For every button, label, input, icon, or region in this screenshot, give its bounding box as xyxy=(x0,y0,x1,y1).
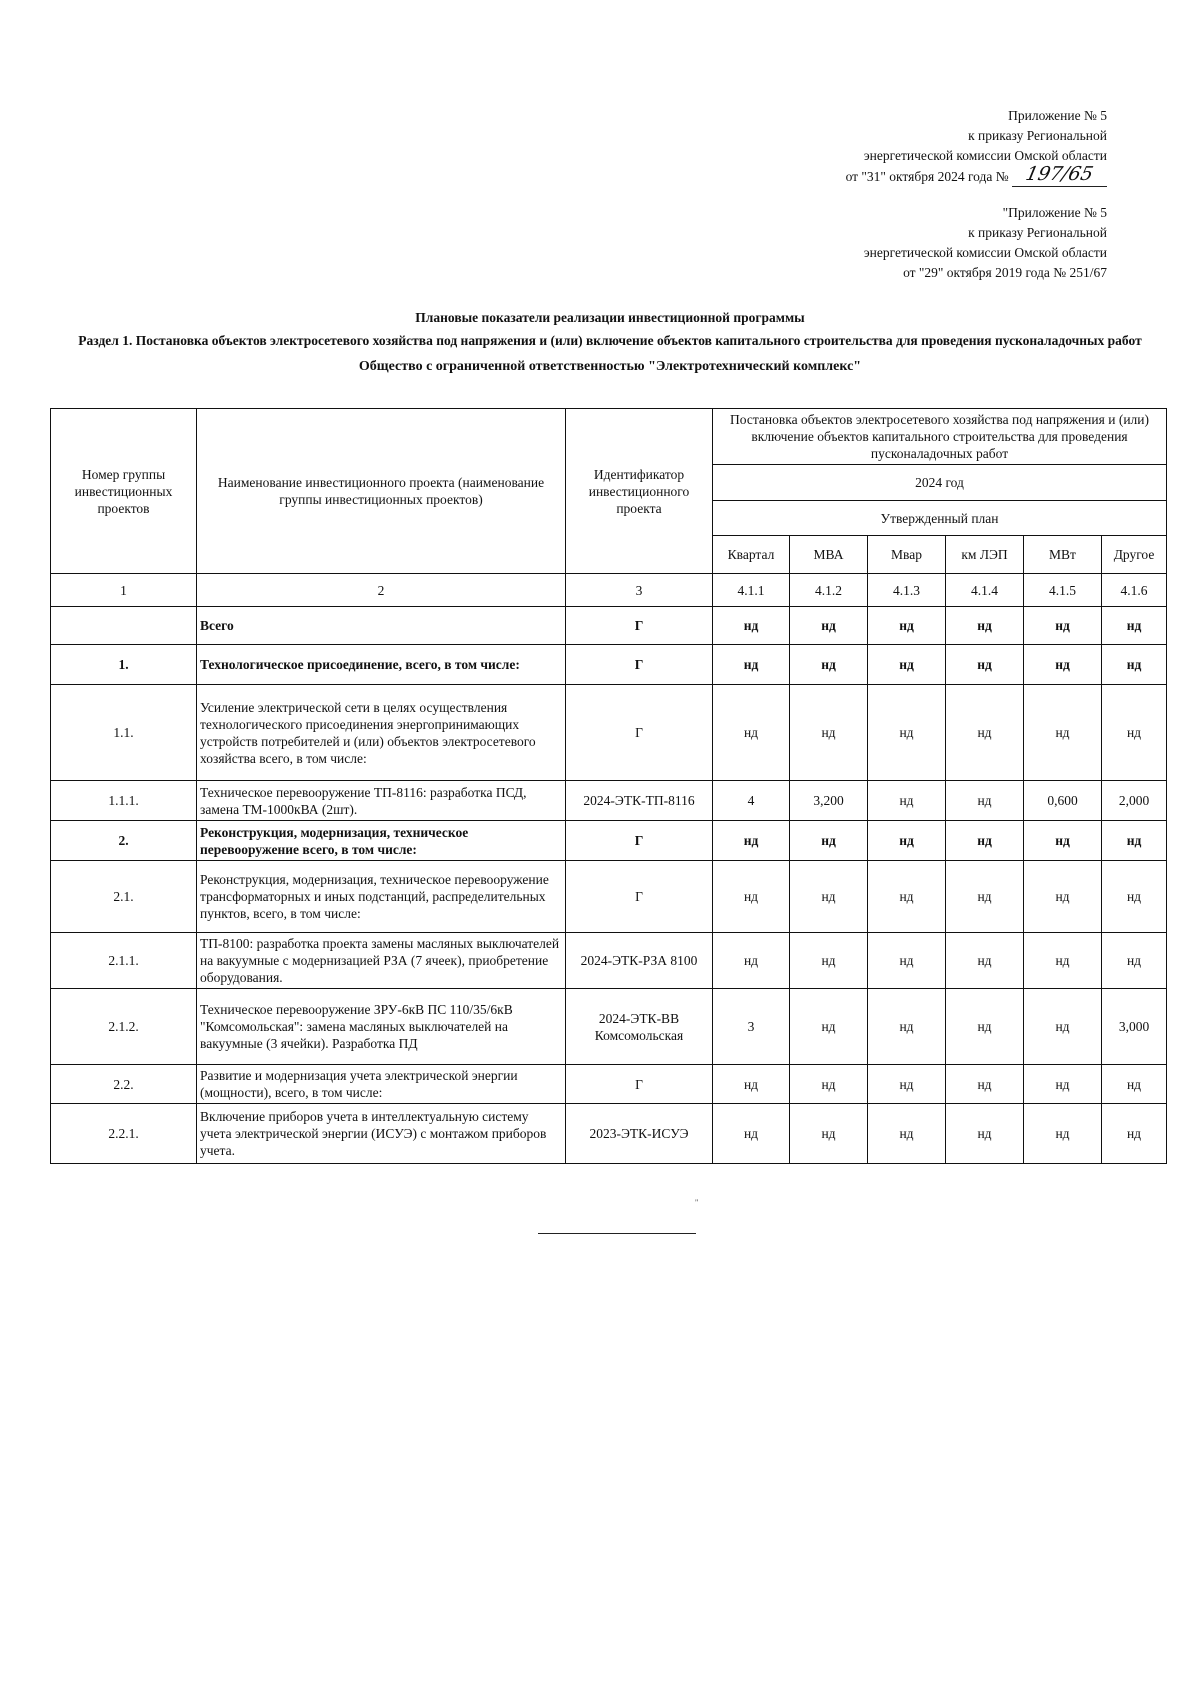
row-value-cell: нд xyxy=(1024,607,1102,645)
row-value-cell: нд xyxy=(1024,821,1102,861)
row-value-cell: нд xyxy=(1024,1104,1102,1164)
row-value-cell: 0,600 xyxy=(1024,781,1102,821)
row-identifier-cell: 2024-ЭТК-ВВ Комсомольская xyxy=(566,989,713,1065)
header-line-4 xyxy=(845,163,1107,188)
row-name-cell: Усиление электрической сети в целях осуществления технологического присоединения энергопринимающих устройств потребителей и (или) объектов электросетевого хозяйства всего, в том числе: xyxy=(197,685,566,781)
prev-header-line-3: энергетической комиссии Омской области xyxy=(863,245,1107,260)
table-row xyxy=(51,821,1167,861)
row-number-cell: 1.1. xyxy=(51,685,197,781)
row-number-cell xyxy=(51,607,197,645)
row-identifier-cell: Г xyxy=(566,685,713,781)
row-name-cell: Развитие и модернизация учета электрической энергии (мощности), всего, в том числе: xyxy=(197,1065,566,1104)
table-row xyxy=(51,989,1167,1065)
row-value-cell: нд xyxy=(868,861,946,933)
row-value-cell: 3 xyxy=(713,989,790,1065)
row-identifier-cell: Г xyxy=(566,607,713,645)
row-value-cell: нд xyxy=(713,821,790,861)
header-date-text: от "31" октября 2024 года № xyxy=(845,169,1009,184)
row-value-cell: нд xyxy=(713,933,790,989)
numbering-cell: 4.1.6 xyxy=(1102,574,1167,607)
subcol-quarter: Квартал xyxy=(713,536,790,574)
numbering-cell: 4.1.1 xyxy=(713,574,790,607)
row-value-cell: нд xyxy=(946,1065,1024,1104)
table-row xyxy=(51,861,1167,933)
row-value-cell: нд xyxy=(713,645,790,685)
row-value-cell: нд xyxy=(1024,1065,1102,1104)
subcol-mvar: Мвар xyxy=(868,536,946,574)
row-value-cell: 2,000 xyxy=(1102,781,1167,821)
row-value-cell: нд xyxy=(868,933,946,989)
organization-title: Общество с ограниченной ответственностью "Электротехнический комплекс" xyxy=(358,359,862,374)
table-row xyxy=(51,1065,1167,1104)
prev-header-line-4: от "29" октября 2019 года № 251/67 xyxy=(903,265,1107,280)
row-value-cell: нд xyxy=(946,645,1024,685)
row-value-cell: нд xyxy=(713,861,790,933)
row-value-cell: нд xyxy=(868,1065,946,1104)
header-year: 2024 год xyxy=(713,465,1167,501)
numbering-cell: 3 xyxy=(566,574,713,607)
row-value-cell: нд xyxy=(713,1065,790,1104)
investment-indicators-table xyxy=(50,408,1167,1164)
row-value-cell: нд xyxy=(946,821,1024,861)
row-number-cell: 1.1.1. xyxy=(51,781,197,821)
row-identifier-cell: Г xyxy=(566,1065,713,1104)
row-value-cell: нд xyxy=(946,1104,1024,1164)
prev-header-line-1: "Приложение № 5 xyxy=(1002,205,1107,220)
header-identifier: Идентификатор инвестиционного проекта xyxy=(566,409,713,574)
header-line-2: к приказу Региональной xyxy=(968,128,1107,143)
row-value-cell: нд xyxy=(790,685,868,781)
row-number-cell: 2.2. xyxy=(51,1065,197,1104)
row-value-cell: нд xyxy=(1024,861,1102,933)
row-name-cell: Технологическое присоединение, всего, в том числе: xyxy=(197,645,566,685)
row-value-cell: нд xyxy=(790,1065,868,1104)
row-value-cell: 3,000 xyxy=(1102,989,1167,1065)
subcol-km: км ЛЭП xyxy=(946,536,1024,574)
row-number-cell: 2.1. xyxy=(51,861,197,933)
row-value-cell: нд xyxy=(790,821,868,861)
row-value-cell: нд xyxy=(1102,861,1167,933)
row-value-cell: нд xyxy=(790,1104,868,1164)
appendix-header-current xyxy=(846,106,1107,188)
header-group-title: Постановка объектов электросетевого хозяйства под напряжения и (или) включение объектов капитального строительства для проведения пусконаладочных работ xyxy=(713,409,1167,465)
row-value-cell: нд xyxy=(1102,645,1167,685)
row-value-cell: нд xyxy=(868,607,946,645)
main-title: Плановые показатели реализации инвестиционной программы xyxy=(415,310,805,325)
row-value-cell: нд xyxy=(713,685,790,781)
row-value-cell: нд xyxy=(1102,1104,1167,1164)
row-number-cell: 2.1.2. xyxy=(51,989,197,1065)
header-project-name: Наименование инвестиционного проекта (наименование группы инвестиционных проектов) xyxy=(197,409,566,574)
row-identifier-cell: 2024-ЭТК-РЗА 8100 xyxy=(566,933,713,989)
row-identifier-cell: Г xyxy=(566,821,713,861)
row-value-cell: нд xyxy=(868,685,946,781)
row-value-cell: нд xyxy=(1024,685,1102,781)
order-number-signature: 197/65 xyxy=(1023,163,1096,185)
row-value-cell: нд xyxy=(1024,645,1102,685)
row-number-cell: 2.1.1. xyxy=(51,933,197,989)
section-title: Раздел 1. Постановка объектов электросетевого хозяйства под напряжения и (или) включение объектов капитального строительства для проведения пусконаладочных работ xyxy=(78,333,1142,348)
table-row xyxy=(51,933,1167,989)
row-value-cell: нд xyxy=(790,607,868,645)
row-value-cell: нд xyxy=(790,989,868,1065)
numbering-cell: 2 xyxy=(197,574,566,607)
row-value-cell: нд xyxy=(946,781,1024,821)
numbering-cell: 4.1.4 xyxy=(946,574,1024,607)
row-value-cell: нд xyxy=(946,607,1024,645)
row-value-cell: нд xyxy=(1102,685,1167,781)
row-value-cell: нд xyxy=(790,861,868,933)
row-identifier-cell: 2024-ЭТК-ТП-8116 xyxy=(566,781,713,821)
row-value-cell: нд xyxy=(1102,933,1167,989)
row-name-cell: Техническое перевооружение ТП-8116: разработка ПСД, замена ТМ-1000кВА (2шт). xyxy=(197,781,566,821)
document-titles xyxy=(60,308,1160,376)
row-name-cell: Включение приборов учета в интеллектуальную систему учета электрической энергии (ИСУЭ) с монтажом приборов учета. xyxy=(197,1104,566,1164)
row-name-cell: ТП-8100: разработка проекта замены масляных выключателей на вакуумные с модернизацией РЗА (7 ячеек), приобретение оборудования. xyxy=(197,933,566,989)
closing-quote-mark: " xyxy=(695,1198,699,1207)
row-value-cell: нд xyxy=(1102,821,1167,861)
row-value-cell: нд xyxy=(790,933,868,989)
subcol-other: Другое xyxy=(1102,536,1167,574)
header-plan: Утвержденный план xyxy=(713,501,1167,536)
row-value-cell: нд xyxy=(868,781,946,821)
row-value-cell: 3,200 xyxy=(790,781,868,821)
header-group-number: Номер группы инвестиционных проектов xyxy=(51,409,197,574)
table-row xyxy=(51,645,1167,685)
numbering-cell: 1 xyxy=(51,574,197,607)
subcol-mw: МВт xyxy=(1024,536,1102,574)
prev-header-line-2: к приказу Региональной xyxy=(968,225,1107,240)
end-divider-line xyxy=(538,1233,696,1234)
row-identifier-cell: Г xyxy=(566,645,713,685)
row-identifier-cell: 2023-ЭТК-ИСУЭ xyxy=(566,1104,713,1164)
table-row xyxy=(51,685,1167,781)
row-value-cell: 4 xyxy=(713,781,790,821)
row-identifier-cell: Г xyxy=(566,861,713,933)
row-value-cell: нд xyxy=(868,645,946,685)
row-value-cell: нд xyxy=(868,1104,946,1164)
numbering-cell: 4.1.2 xyxy=(790,574,868,607)
row-name-cell: Реконструкция, модернизация, техническое перевооружение трансформаторных и иных подстанций, распределительных пунктов, всего, в том числе: xyxy=(197,861,566,933)
appendix-header-previous xyxy=(864,203,1107,283)
handwritten-order-number xyxy=(1012,165,1107,187)
row-value-cell: нд xyxy=(946,685,1024,781)
row-value-cell: нд xyxy=(713,1104,790,1164)
row-name-cell: Техническое перевооружение ЗРУ-6кВ ПС 110/35/6кВ "Комсомольская": замена масляных выключателей на вакуумные (3 ячейки). Разработка ПД xyxy=(197,989,566,1065)
table-row xyxy=(51,1104,1167,1164)
row-number-cell: 2.2.1. xyxy=(51,1104,197,1164)
row-value-cell: нд xyxy=(1102,607,1167,645)
row-value-cell: нд xyxy=(946,861,1024,933)
numbering-cell: 4.1.3 xyxy=(868,574,946,607)
numbering-cell: 4.1.5 xyxy=(1024,574,1102,607)
row-value-cell: нд xyxy=(1024,989,1102,1065)
header-line-1: Приложение № 5 xyxy=(1008,108,1107,123)
row-name-cell: Всего xyxy=(197,607,566,645)
row-value-cell: нд xyxy=(868,821,946,861)
row-number-cell: 2. xyxy=(51,821,197,861)
row-value-cell: нд xyxy=(790,645,868,685)
subcol-mva: МВА xyxy=(790,536,868,574)
header-line-3: энергетической комиссии Омской области xyxy=(863,148,1107,163)
row-value-cell: нд xyxy=(1102,1065,1167,1104)
row-value-cell: нд xyxy=(868,989,946,1065)
row-number-cell: 1. xyxy=(51,645,197,685)
table-row xyxy=(51,781,1167,821)
row-value-cell: нд xyxy=(713,607,790,645)
row-value-cell: нд xyxy=(946,933,1024,989)
row-name-cell: Реконструкция, модернизация, техническое перевооружение всего, в том числе: xyxy=(197,821,566,861)
table-row xyxy=(51,607,1167,645)
row-value-cell: нд xyxy=(1024,933,1102,989)
row-value-cell: нд xyxy=(946,989,1024,1065)
